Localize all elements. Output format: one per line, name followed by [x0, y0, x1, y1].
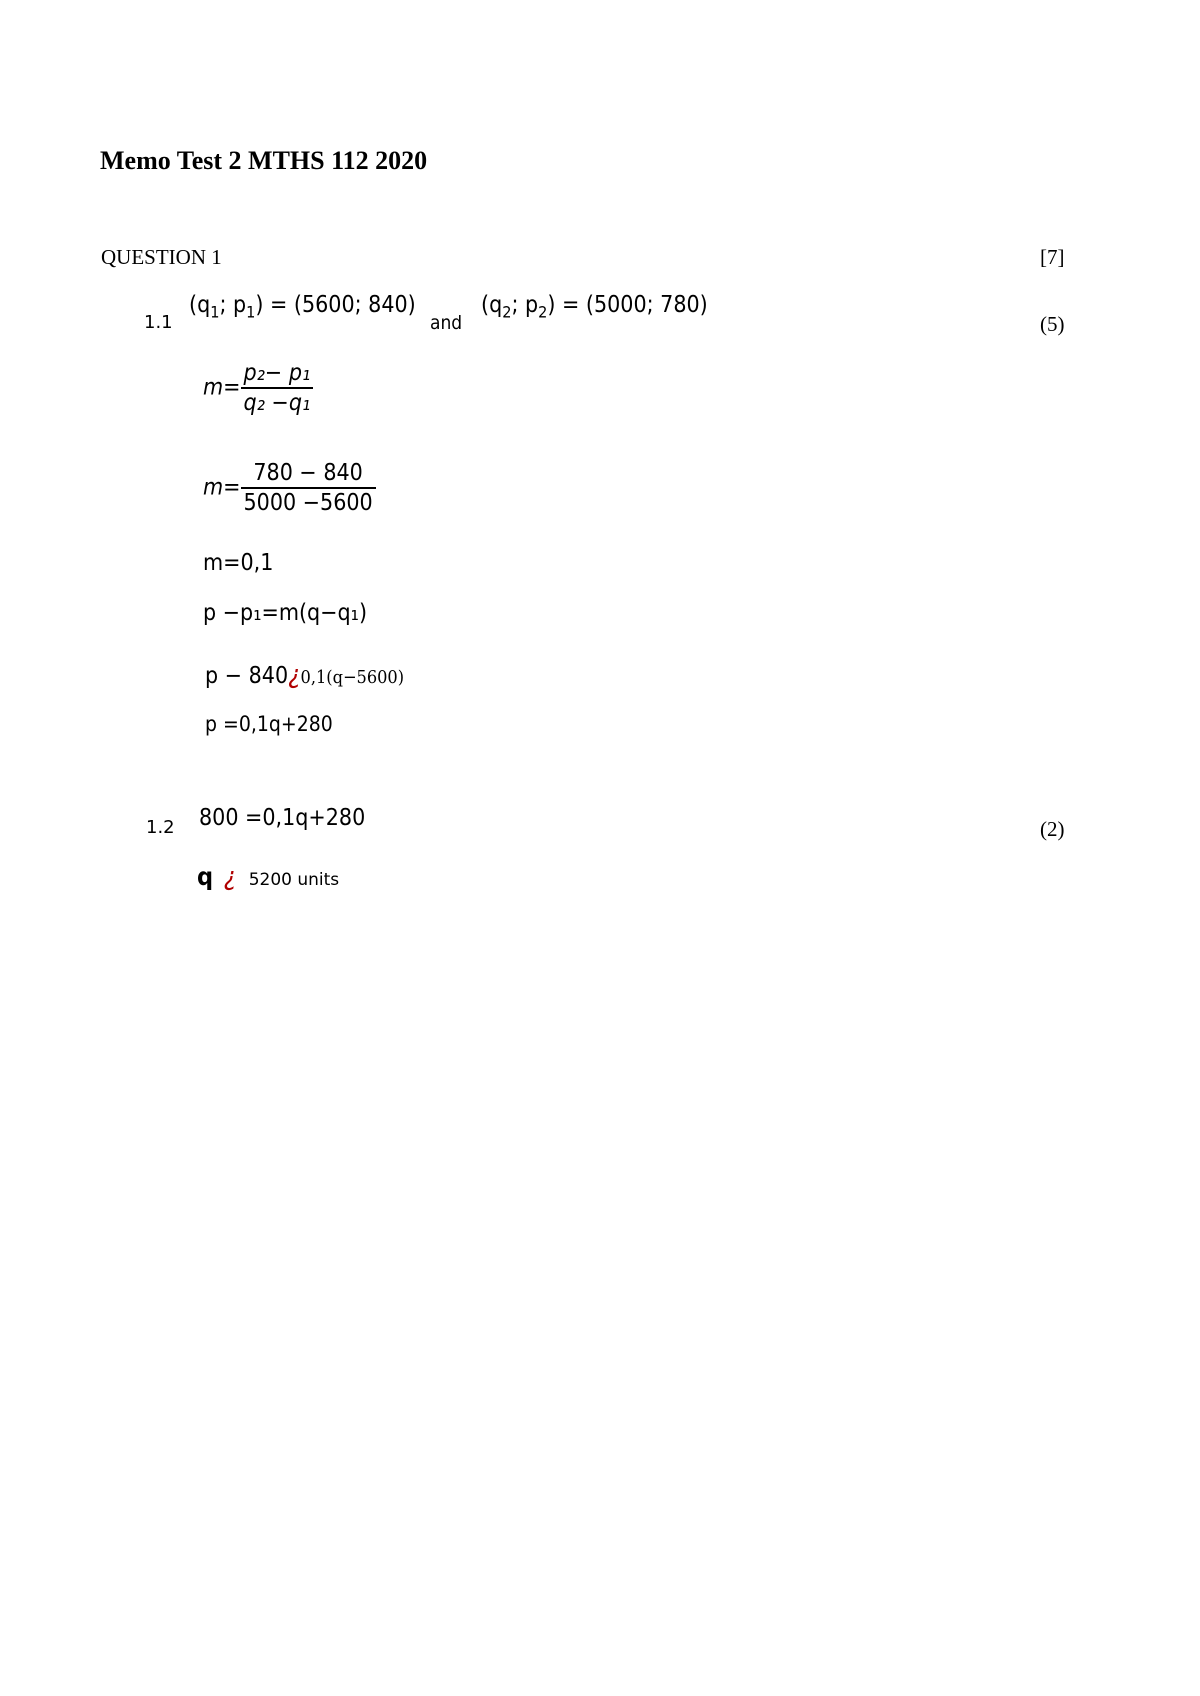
point-two-sep: ; p [511, 292, 539, 318]
point-one-sep: ; p [219, 292, 247, 318]
sub-question-number: 1.2 [146, 817, 175, 838]
answer-value: 5200 units [248, 870, 340, 890]
point-one [189, 292, 416, 322]
subscript: 2 [538, 302, 548, 322]
subscript: 1 [210, 302, 220, 322]
point-slope-formula: p −p₁=m(q−q₁) [203, 600, 368, 626]
document-title: Memo Test 2 MTHS 112 2020 [100, 146, 428, 175]
fraction [241, 460, 376, 516]
subscript: 1 [246, 302, 256, 322]
answer-line [197, 862, 339, 892]
fraction-numerator: 780 − 840 [241, 460, 376, 489]
slope-lhs: m= [203, 374, 241, 401]
marks-allocation: (5) [1040, 312, 1065, 336]
point-one-values: ) = (5600; 840) [255, 292, 416, 318]
subscript: 2 [502, 302, 512, 322]
slope-substitution [203, 460, 376, 516]
marks-allocation: (2) [1040, 817, 1065, 841]
fraction-numerator: p₂− p₁ [241, 360, 314, 389]
question-total: [7] [1040, 245, 1065, 269]
substitution-right: 0,1(q−5600) [300, 667, 405, 688]
slope-result: m=0,1 [203, 550, 274, 576]
final-equation: p =0,1q+280 [205, 712, 333, 736]
point-two [481, 292, 708, 322]
demand-equation: 800 =0,1q+280 [199, 805, 366, 831]
question-heading: QUESTION 1 [101, 245, 222, 269]
answer-variable: q [197, 862, 214, 891]
unrendered-symbol: ¿ [223, 862, 237, 892]
slope-formula [203, 360, 313, 416]
point-one-open: (q [189, 292, 211, 318]
point-two-values: ) = (5000; 780) [547, 292, 708, 318]
point-two-open: (q [481, 292, 503, 318]
sub-question-number: 1.1 [144, 312, 173, 333]
substitution-left: p − 840 [205, 663, 289, 689]
point-slope-substitution [205, 660, 404, 690]
fraction [241, 360, 314, 416]
fraction-denominator: 5000 −5600 [243, 490, 373, 516]
slope-lhs: m= [203, 474, 241, 501]
unrendered-symbol: ¿ [288, 660, 301, 690]
and-connector: and [430, 312, 463, 334]
fraction-denominator: q₂ −q₁ [243, 390, 311, 416]
